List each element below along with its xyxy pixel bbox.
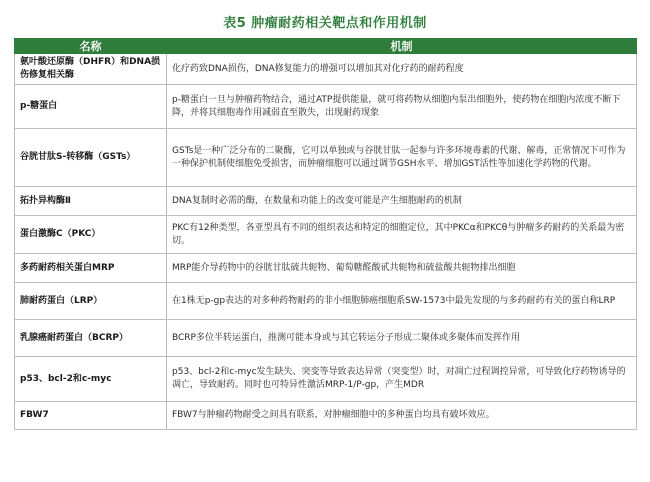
table-row: [15, 187, 637, 216]
row-mechanism: 在1株无p-gp表达的对多种药物耐药的非小细胞肺癌细胞系SW-1573中最先发现的与多药耐药有关的蛋白称LRP: [167, 283, 637, 320]
table-row: [15, 216, 637, 254]
row-name: p-糖蛋白: [15, 85, 167, 129]
row-mechanism: FBW7与肿瘤药物耐受之间具有联系，对肿瘤细胞中的多种蛋白均具有破坏效应。: [167, 402, 637, 430]
header-mechanism: 机制: [167, 39, 637, 54]
row-mechanism: DNA复制时必需的酶，在数量和功能上的改变可能是产生细胞耐药的机制: [167, 187, 637, 216]
row-name: 蛋白激酶C（PKC）: [15, 216, 167, 254]
table-row: [15, 254, 637, 283]
resistance-table: [14, 38, 637, 430]
row-name: FBW7: [15, 402, 167, 430]
row-name: 乳腺癌耐药蛋白（BCRP）: [15, 320, 167, 357]
table-row: [15, 54, 637, 85]
table-row: [15, 357, 637, 402]
table-row: [15, 85, 637, 129]
table-title: 表5 肿瘤耐药相关靶点和作用机制: [223, 16, 427, 31]
table-row: [15, 129, 637, 187]
row-name: 拓扑异构酶Ⅱ: [15, 187, 167, 216]
table-row: [15, 320, 637, 357]
row-mechanism: PKC有12种类型，各亚型具有不同的组织表达和特定的细胞定位，其中PKCα和PKCθ与肿瘤多药耐药的关系最为密切。: [167, 216, 637, 254]
row-mechanism: MRP能介导药物中的谷胱甘肽硫共轭物、葡萄糖醛酸甙共轭物和硫盐酸共轭物排出细胞: [167, 254, 637, 283]
row-mechanism: p-糖蛋白一旦与肿瘤药物结合，通过ATP提供能量，就可将药物从细胞内泵出细胞外，使药物在细胞内浓度不断下降，并将其细胞毒作用减弱直至散失，出现耐药现象: [167, 85, 637, 129]
row-name: 氨叶酸还原酶（DHFR）和DNA损伤修复相关酶: [15, 54, 167, 85]
row-name: 肺耐药蛋白（LRP）: [15, 283, 167, 320]
table-header-row: [15, 39, 637, 54]
row-name: 多药耐药相关蛋白MRP: [15, 254, 167, 283]
row-mechanism: 化疗药致DNA损伤，DNA修复能力的增强可以增加其对化疗药的耐药程度: [167, 54, 637, 85]
row-mechanism: GSTs是一种广泛分布的二聚酶，它可以单独或与谷胱甘肽一起参与许多环境毒素的代谢、解毒，正常情况下可作为一种保护机制使细胞免受损害，而肿瘤细胞可以通过调节GSH水平、增加GST活性等加速化学药物的代谢。: [167, 129, 637, 187]
row-name: 谷胱甘肽S-转移酶（GSTs）: [15, 129, 167, 187]
row-name: p53、bcl-2和c-myc: [15, 357, 167, 402]
row-mechanism: BCRP多位半转运蛋白，推测可能本身或与其它转运分子形成二聚体或多聚体而发挥作用: [167, 320, 637, 357]
header-name: 名称: [15, 39, 167, 54]
table-row: [15, 283, 637, 320]
row-mechanism: p53、bcl-2和c-myc发生缺失、突变等导致表达异常（突变型）时，对凋亡过程调控异常，可导致化疗药物诱导的凋亡，导致耐药。同时也可特异性激活MRP-1/P-gp，产生MDR: [167, 357, 637, 402]
table-row: [15, 402, 637, 430]
